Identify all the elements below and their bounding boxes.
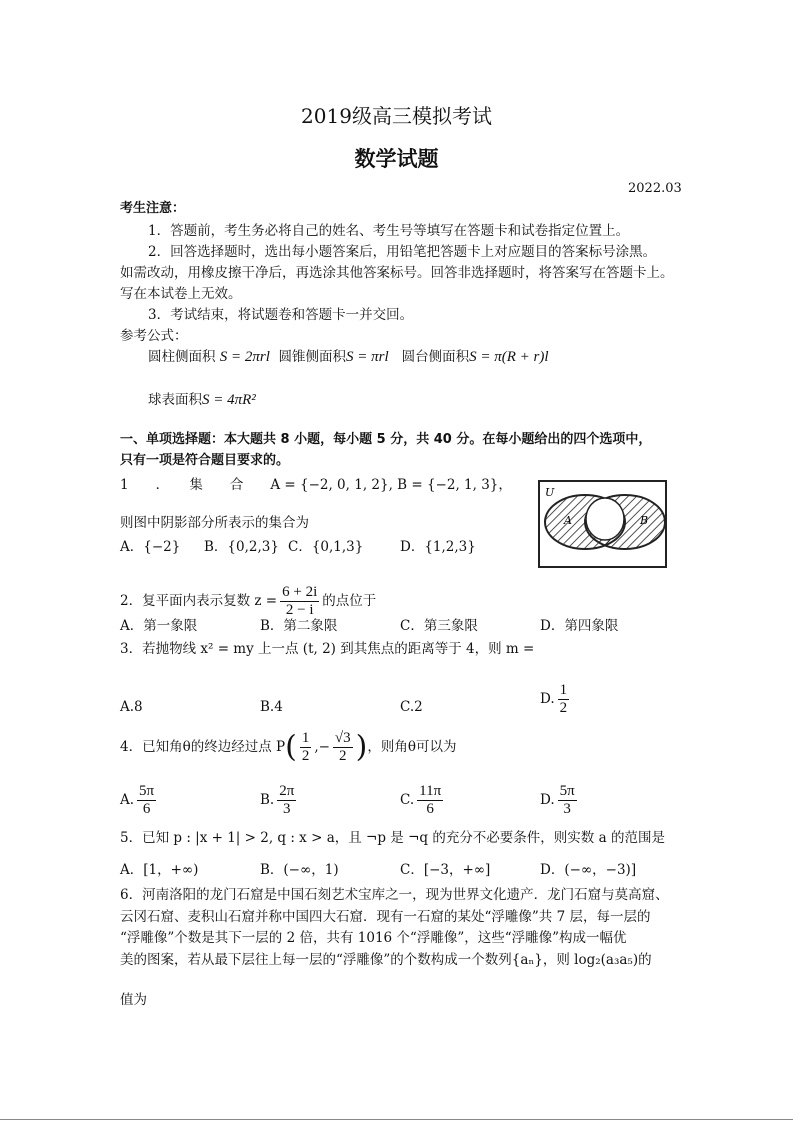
section-heading: 只有一项是符合题目要求的。 <box>120 453 290 468</box>
q2-stem <box>120 584 376 619</box>
denominator: 3 <box>283 801 291 817</box>
numerator: 6 + 2i <box>282 584 318 600</box>
option-c: C．[−3，+∞] <box>400 862 491 878</box>
notice-item: 如需改动，用橡皮擦干净后，再选涂其他答案标号。回答非选择题时，将答案写在答题卡上。 <box>120 265 674 281</box>
option-a: A.8 <box>120 699 143 715</box>
numerator: 2π <box>279 783 295 799</box>
q3-stem: 3．若抛物线 x² = my 上一点 (t, 2) 到其焦点的距离等于 4，则 m = <box>120 641 535 657</box>
option-c: C.2 <box>400 699 423 715</box>
formula-line <box>148 347 549 367</box>
fraction <box>558 682 570 717</box>
option-c: C．{0,1,3} <box>288 539 364 555</box>
option-a: A．第一象限 <box>120 618 198 634</box>
denominator: 6 <box>142 801 151 817</box>
numerator: 11π <box>419 783 442 799</box>
notice-item: 1．答题前，考生务必将自己的姓名、考生号等填写在答题卡和试卷指定位置上。 <box>148 223 630 239</box>
option-c <box>400 783 446 818</box>
numerator: 5π <box>139 783 155 799</box>
formula-label: 圆台侧面积 <box>401 349 470 365</box>
numerator: 1 <box>559 682 568 698</box>
q6-line: 云冈石窟、麦积山石窟并称中国四大石窟．现有一石窟的某处“浮雕像”共 7 层，每一层的 <box>120 909 651 925</box>
fraction <box>137 783 156 818</box>
fraction <box>417 783 443 818</box>
option-a: A．[1，+∞) <box>120 862 199 878</box>
option-d: D．{1,2,3} <box>400 539 476 555</box>
venn-label-u: U <box>545 486 555 499</box>
q1-stem: 则图中阴影部分所表示的集合为 <box>120 515 309 531</box>
numerator: 5π <box>559 783 575 799</box>
q4-stem: 4．已知角θ的终边经过点 P( $\frac{1}{2}$ ,− $\frac{√3}{2}$ )，则角θ可以为 <box>120 729 457 765</box>
option-b: B.4 <box>260 699 283 715</box>
q2-pre: 2．复平面内表示复数 z = <box>120 593 278 609</box>
fraction <box>277 783 296 818</box>
q6-line: 美的图案，若从最下层往上每一层的“浮雕像”的个数构成一个数列{aₙ}，则 log₂(a₃a₅)的 <box>120 952 652 968</box>
formula: S = 4πR² <box>202 392 256 408</box>
denominator: 2 − i <box>285 602 314 618</box>
numerator: √3 <box>334 730 351 746</box>
option-a <box>120 783 159 818</box>
denominator: 3 <box>563 801 571 817</box>
option-d <box>540 783 580 818</box>
option-d <box>540 682 572 717</box>
formula-label: 圆柱侧面积 <box>148 349 216 365</box>
formula: S = π(R + r)l <box>469 349 549 365</box>
formula-label: 球表面积 <box>148 392 202 408</box>
q4-pre: 4．已知角θ的终边经过点 P <box>120 739 286 755</box>
option-c: C．第三象限 <box>400 618 478 634</box>
option-b: B．(−∞，1) <box>260 862 339 878</box>
fraction <box>333 730 353 765</box>
page-border <box>0 1119 793 1120</box>
q6-line: 6．河南洛阳的龙门石窟是中国石刻艺术宝库之一，现为世界文化遗产．龙门石窟与莫高窟、 <box>120 887 669 903</box>
option-label: D. <box>540 792 555 808</box>
subject-title: 数学试题 <box>354 147 439 171</box>
option-label: A. <box>120 792 135 808</box>
q5-stem: 5．已知 p : |x + 1| > 2, q : x > a，且 ¬p 是 ¬q 的充分不必要条件，则实数 a 的范围是 <box>120 830 665 846</box>
notice-item: 2．回答选择题时，选出每小题答案后，用铅笔把答题卡上对应题目的答案标号涂黑。 <box>148 244 657 260</box>
denominator: 2 <box>301 748 310 764</box>
denominator: 2 <box>339 748 347 764</box>
q1-stem: 1 ． 集 合 A = {−2, 0, 1, 2}, B = {−2, 1, 3}， <box>120 477 512 493</box>
q2-post: 的点位于 <box>322 593 377 609</box>
fraction <box>280 584 319 619</box>
option-label: C. <box>400 792 415 808</box>
section-heading: 一、单项选择题：本大题共 8 小题，每小题 5 分，共 40 分。在每小题给出的四个选项中， <box>120 432 652 447</box>
formula: S = 2πrl <box>219 349 270 365</box>
q6-line: “浮雕像”个数是其下一层的 2 倍，共有 1016 个“浮雕像”，这些“浮雕像”构成一幅优 <box>120 930 627 946</box>
option-d: D．(−∞，−3)] <box>540 862 637 878</box>
option-b: B．第二象限 <box>260 618 338 634</box>
venn-label-b: B <box>640 514 649 527</box>
formula-heading: 参考公式： <box>120 328 188 344</box>
option-label: B. <box>260 792 275 808</box>
formula: S = πrl <box>346 349 389 365</box>
option-label: D. <box>540 691 555 707</box>
formula-label: 圆锥侧面积 <box>278 349 347 365</box>
exam-date: 2022.03 <box>628 181 682 196</box>
exam-title: 2019级高三模拟考试 <box>301 104 492 128</box>
denominator: 6 <box>426 801 434 817</box>
venn-label-a: A <box>564 514 572 527</box>
formula-line <box>148 390 256 410</box>
option-b <box>260 783 299 818</box>
notice-item: 写在本试卷上无效。 <box>120 286 242 302</box>
fraction <box>300 730 312 765</box>
numerator: 1 <box>301 730 310 746</box>
fraction <box>558 783 577 818</box>
option-d: D．第四象限 <box>540 618 619 634</box>
notice-heading: 考生注意： <box>120 201 186 216</box>
option-b: B．{0,2,3} <box>204 539 279 555</box>
notice-item: 3．考试结束，将试题卷和答题卡一并交回。 <box>148 307 414 323</box>
denominator: 2 <box>559 700 568 716</box>
option-a: A．{−2} <box>120 539 181 555</box>
q6-line: 值为 <box>120 992 147 1008</box>
q4-post: ，则角θ可以为 <box>367 739 457 755</box>
venn-diagram <box>538 480 667 568</box>
